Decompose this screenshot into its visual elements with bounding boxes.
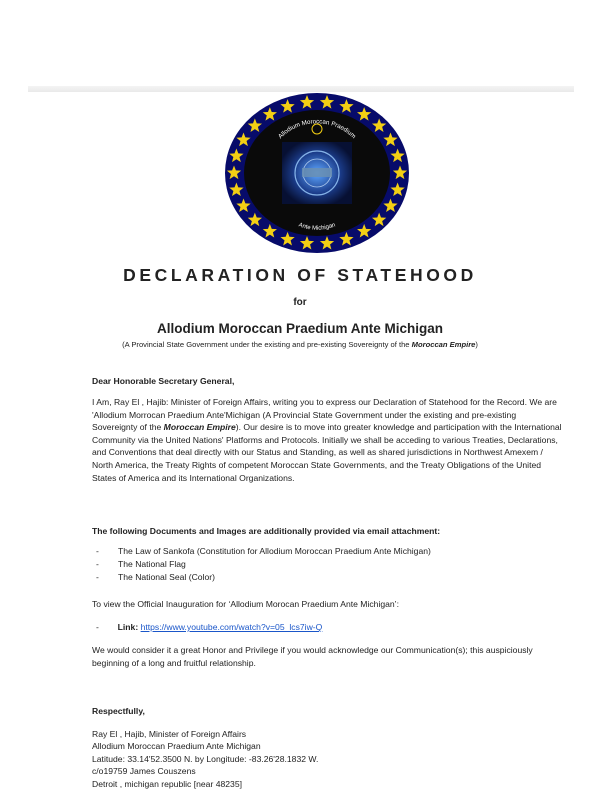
body-empire: Moroccan Empire	[163, 422, 236, 433]
subtitle	[0, 340, 600, 349]
document-title: DECLARATION OF STATEHOOD	[123, 265, 477, 285]
signature-line: c/o19759 James Couszens	[92, 766, 196, 777]
national-seal	[224, 92, 410, 254]
signature-line: Latitude: 33.14'52.3500 N. by Longitude: -83.26'28.1832 W.	[92, 753, 319, 764]
inauguration-text: To view the Official Inauguration for ‘Allodium Morocan Praedium Ante Michigan’:	[92, 599, 399, 609]
body-part1: I Am, Ray El , Hajib: Minister of Foreign Affairs, writing you to express our Declaration of Statehood for the Record. We are 'Allodium Morrocan Praedium Ante'Michigan (A Provincial State Government under the existing and pre-existing Sovereignty of the	[92, 397, 557, 433]
link-row	[92, 621, 566, 634]
state-name: Allodium Moroccan Praedium Ante Michigan	[156, 321, 444, 336]
salutation: Dear Honorable Secretary General,	[92, 376, 235, 386]
signature-line: Ray El , Hajib, Minister of Foreign Affairs	[92, 729, 247, 739]
subtitle-empire: Moroccan Empire	[411, 340, 476, 349]
body-part2: ). Our desire is to move into greater knowledge and participation with the International Community via the United Nations' Platforms and Protocols. Initially we shall be acceding to various Treaties, Declarations, and Conventions that deal directly with our Status and Standing, as well as shared jurisdictions in Northwest Amexem / North America, the Treaty Rights of competent Moroccan State Governments, and the Treaty Obligations of the United States of America and its International Organizations.	[92, 422, 562, 483]
seal-graphic	[224, 92, 410, 254]
subtitle-text: (A Provincial State Government under the existing and pre-existing Sovereignty of the	[122, 340, 412, 349]
subtitle-close: )	[475, 340, 478, 349]
seal-top-text: Allodium Moroccan Praedium	[276, 118, 357, 141]
seal-bottom-text: Ante Michigan	[297, 222, 337, 232]
link-label: Link:	[117, 622, 139, 632]
closing-paragraph: We would consider it a great Honor and Privilege if you would acknowledge our Communication(s); this auspiciously beginning of a long and fruitful relationship.	[92, 645, 533, 668]
signoff: Respectfully,	[92, 706, 145, 716]
documents-list	[92, 545, 552, 584]
signature-line: Allodium Moroccan Praedium Ante Michigan	[92, 741, 261, 752]
documents-heading: The following Documents and Images are additionally provided via email attachment:	[92, 526, 441, 536]
list-item: - The National Seal (Color)	[92, 571, 552, 584]
for-label: for	[293, 297, 307, 308]
inauguration-link[interactable]: https://www.youtube.com/watch?v=05_lcs7iw-Q	[140, 622, 323, 632]
signature-block	[92, 728, 552, 790]
body-paragraph	[92, 396, 562, 484]
list-item: - The National Flag	[92, 558, 552, 571]
list-item: - The Law of Sankofa (Constitution for Allodium Moroccan Praedium Ante Michigan)	[92, 545, 552, 558]
signature-line: Detroit , michigan republic [near 48235]	[92, 778, 242, 789]
link-bullet: -	[96, 622, 99, 632]
